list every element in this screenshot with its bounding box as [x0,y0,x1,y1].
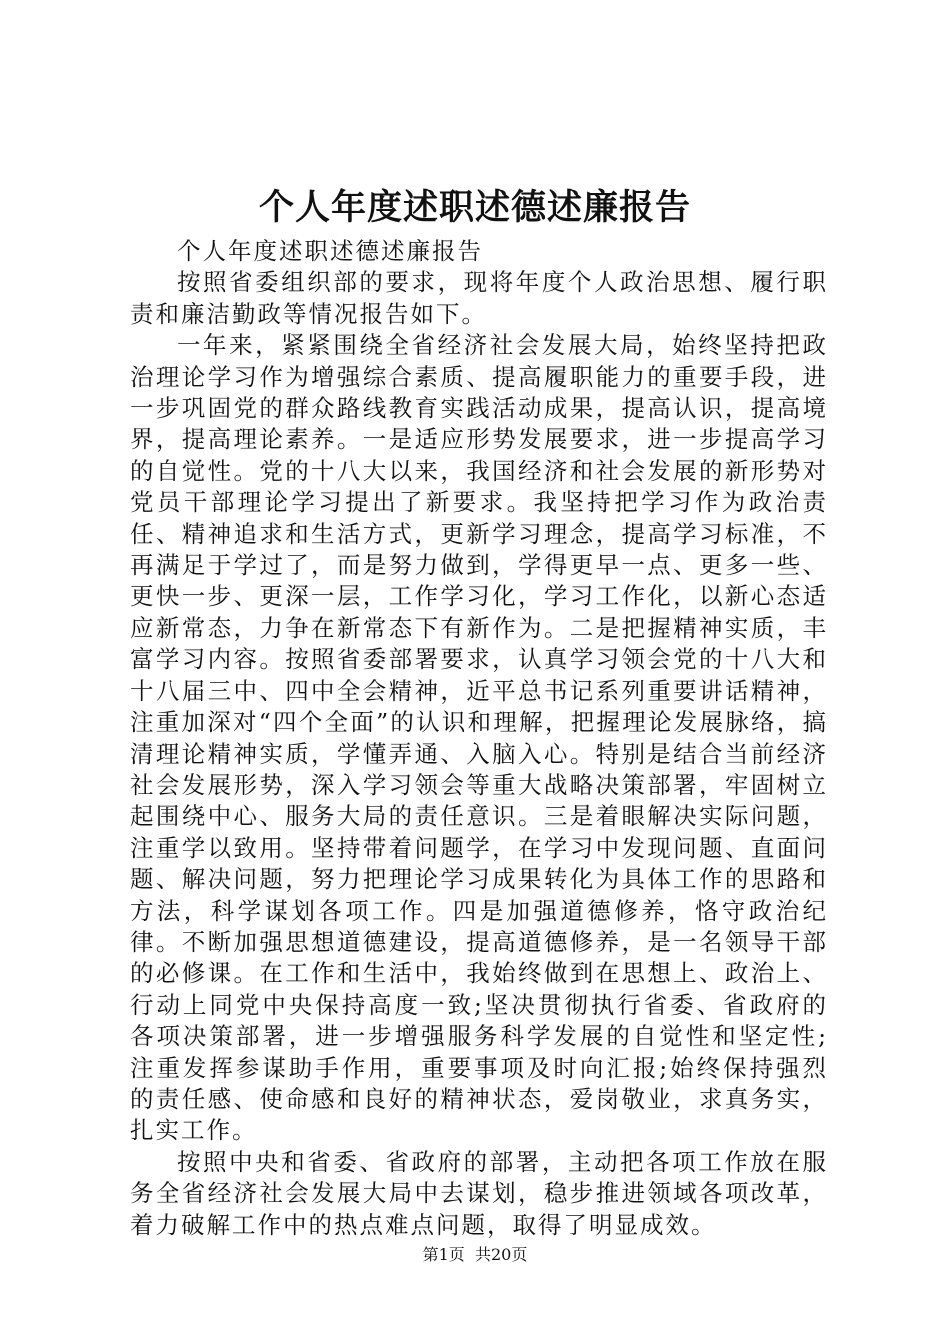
page-total: 共20页 [474,1245,528,1264]
paragraph-subtitle: 个人年度述职述德述廉报告 [177,237,483,265]
paragraph-study: 一年来，紧紧围绕全省经济社会发展大局，始终坚持把政治理论学习作为增强综合素质、提高履职能力的重要手段，进一步巩固党的群众路线教育实践活动成果，提高认识，提高境界，提高理论素养。一是适应形势发展要求，进一步提高学习的自觉性。党的十八大以来，我国经济和社会发展的新形势对党员干部理论学习提出了新要求。我坚持把学习作为政治责任、精神追求和生活方式，更新学习理念，提高学习标准，不再满足于学过了，而是努力做到，学得更早一点、更多一些、更快一步、更深一层，工作学习化，学习工作化，以新心态适应新常态，力争在新常态下有新作为。二是把握精神实质，丰富学习内容。按照省委部署要求，认真学习领会党的十八大和十八届三中、四中全会精神，近平总书记系列重要讲话精神，注重加深对“四个全面”的认识和理解，把握理论发展脉络，搞清理论精神实质，学懂弄通、入脑入心。特别是结合当前经济社会发展形势，深入学习领会等重大战略决策部署，牢固树立起围绕中心、服务大局的责任意识。三是着眼解决实际问题，注重学以致用。坚持带着问题学，在学习中发现问题、直面问题、解决问题，努力把理论学习成果转化为具体工作的思路和方法，科学谋划各项工作。四是加强道德修养，恪守政治纪律。不断加强思想道德建设，提高道德修养，是一名领导干部的必修课。在工作和生活中，我始终做到在思想上、政治上、行动上同党中央保持高度一致;坚决贯彻执行省委、省政府的各项决策部署，进一步增强服务科学发展的自觉性和坚定性;注重发挥参谋助手作用，重要事项及时向汇报;始终保持强烈的责任感、使命感和良好的精神状态，爱岗敬业，求真务实，扎实工作。 [130,331,828,1145]
paragraph-work: 按照中央和省委、省政府的部署，主动把各项工作放在服务全省经济社会发展大局中去谋划，稳步推进领域各项改革，着力破解工作中的热点难点问题，取得了明显成效。 [130,1147,828,1239]
page-number: 第1页 [422,1245,465,1264]
page-footer [0,1244,950,1266]
paragraph-intro: 按照省委组织部的要求，现将年度个人政治思想、履行职责和廉洁勤政等情况报告如下。 [130,268,828,328]
document-body [130,236,828,1241]
document-title: 个人年度述职述德述廉报告 [258,187,691,228]
